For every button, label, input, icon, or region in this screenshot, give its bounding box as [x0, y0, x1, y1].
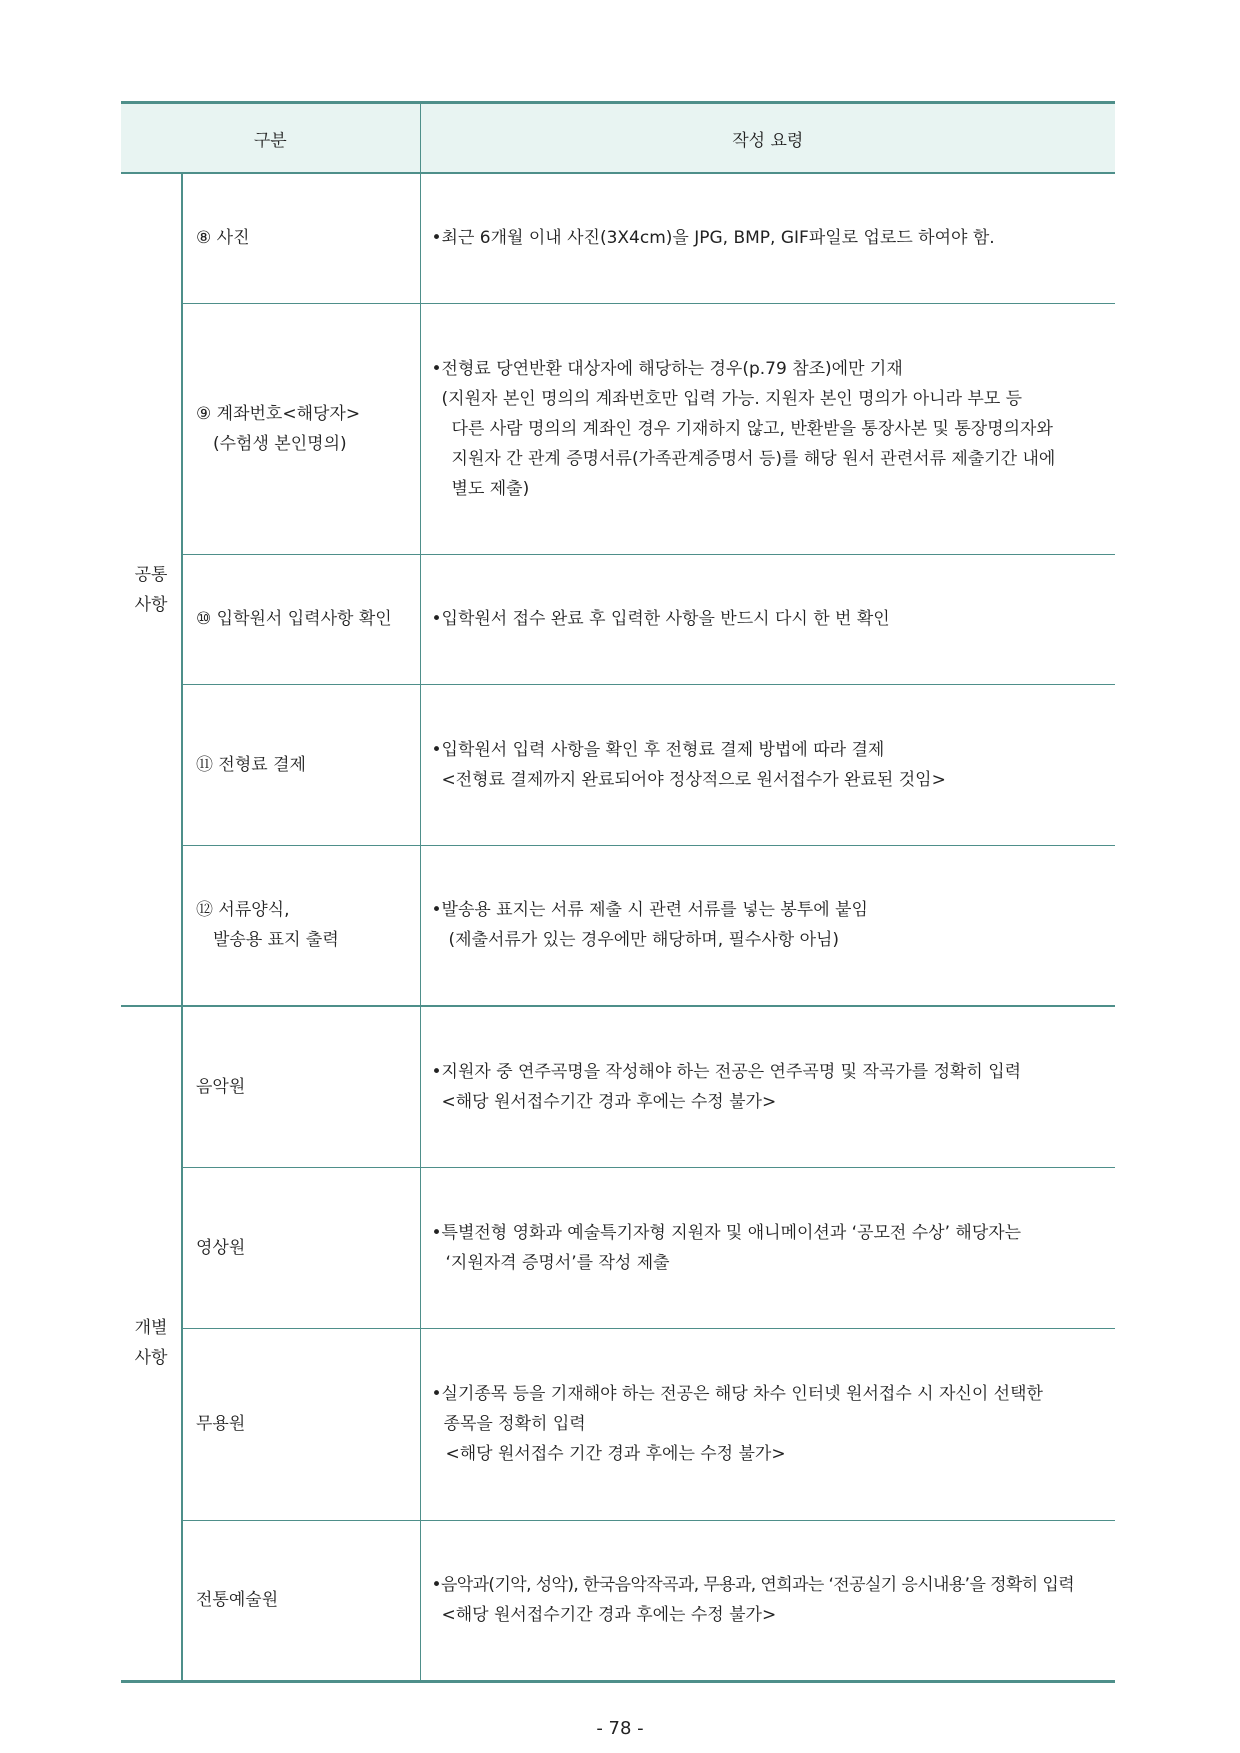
- item-film: 영상원: [182, 1167, 420, 1328]
- item-dance: 무용원: [182, 1328, 420, 1520]
- guide-film: •특별전형 영화과 예술특기자형 지원자 및 애니메이션과 ‘공모전 수상’ 해당자는 ‘지원자격 증명서’를 작성 제출: [420, 1167, 1115, 1328]
- table-row: [121, 303, 1115, 554]
- guide-confirm: •입학원서 접수 완료 후 입력한 사항을 반드시 다시 한 번 확인: [420, 554, 1115, 684]
- table-row: [121, 1167, 1115, 1328]
- page-number: - 78 -: [596, 1718, 644, 1739]
- header-category: 구분: [121, 103, 420, 174]
- header-guide: 작성 요령: [420, 103, 1115, 174]
- guide-traditional: •음악과(기악, 성악), 한국음악작곡과, 무용과, 연희과는 ‘전공실기 응시내용’을 정확히 입력 <해당 원서접수기간 경과 후에는 수정 불가>: [420, 1520, 1115, 1681]
- item-payment: ⑪ 전형료 결제: [182, 684, 420, 845]
- table-row: [121, 845, 1115, 1006]
- guide-account: •전형료 당연반환 대상자에 해당하는 경우(p.79 참조)에만 기재 (지원자 본인 명의의 계좌번호만 입력 가능. 지원자 본인 명의가 아니라 부모 등 다른 사람 명의의 계좌인 경우 기재하지 않고, 반환받을 통장사본 및 통장명의자와 지원자 간 관계 증명서류(가족관계증명서 등)를 해당 원서 관련서류 제출기간 내에 별도 제출): [420, 303, 1115, 554]
- item-print: ⑫ 서류양식, 발송용 표지 출력: [182, 845, 420, 1006]
- table-row: [121, 1006, 1115, 1167]
- guide-print: •발송용 표지는 서류 제출 시 관련 서류를 넣는 봉투에 붙임 (제출서류가 있는 경우에만 해당하며, 필수사항 아님): [420, 845, 1115, 1006]
- guide-photo: •최근 6개월 이내 사진(3X4cm)을 JPG, BMP, GIF파일로 업로드 하여야 함.: [420, 173, 1115, 303]
- item-confirm: ⑩ 입학원서 입력사항 확인: [182, 554, 420, 684]
- group-label-common: 공통 사항: [121, 173, 182, 1006]
- guide-table: [121, 101, 1115, 1683]
- table-header-row: [121, 103, 1115, 174]
- item-traditional: 전통예술원: [182, 1520, 420, 1681]
- table-row: [121, 1520, 1115, 1681]
- table-row: [121, 173, 1115, 303]
- group-label-individual: 개별 사항: [121, 1006, 182, 1681]
- guide-dance: •실기종목 등을 기재해야 하는 전공은 해당 차수 인터넷 원서접수 시 자신이 선택한 종목을 정확히 입력 <해당 원서접수 기간 경과 후에는 수정 불가>: [420, 1328, 1115, 1520]
- item-account: ⑨ 계좌번호<해당자> (수험생 본인명의): [182, 303, 420, 554]
- table-row: [121, 1328, 1115, 1520]
- guide-payment: •입학원서 입력 사항을 확인 후 전형료 결제 방법에 따라 결제 <전형료 결제까지 완료되어야 정상적으로 원서접수가 완료된 것임>: [420, 684, 1115, 845]
- item-music: 음악원: [182, 1006, 420, 1167]
- table-row: [121, 684, 1115, 845]
- item-photo: ⑧ 사진: [182, 173, 420, 303]
- table-row: [121, 554, 1115, 684]
- guide-music: •지원자 중 연주곡명을 작성해야 하는 전공은 연주곡명 및 작곡가를 정확히 입력 <해당 원서접수기간 경과 후에는 수정 불가>: [420, 1006, 1115, 1167]
